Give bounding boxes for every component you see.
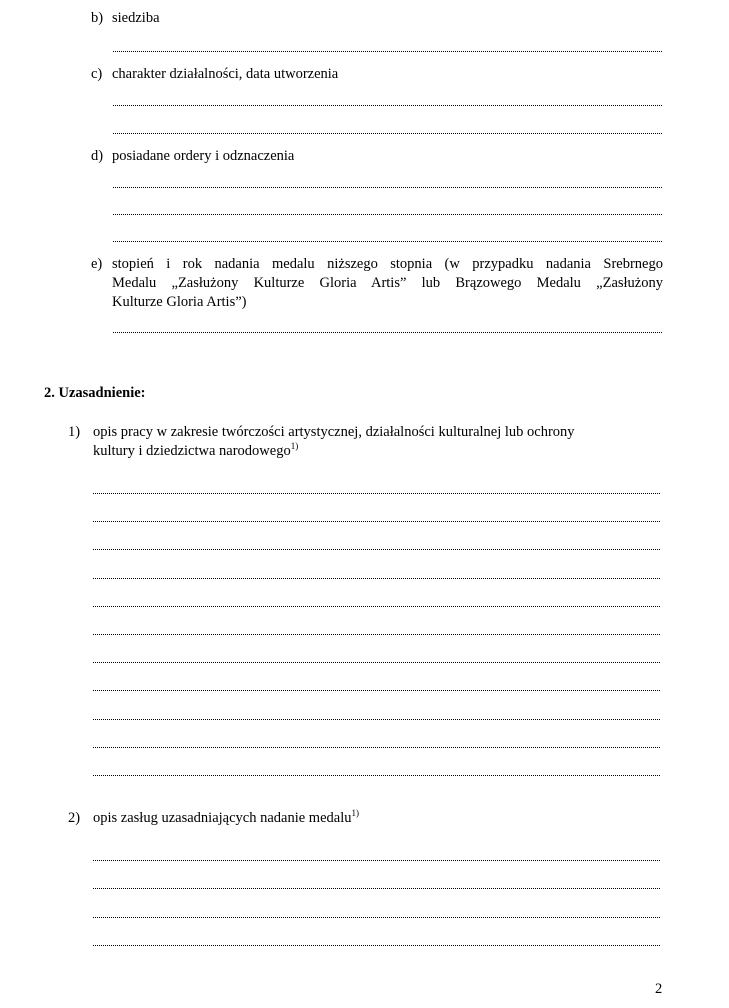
sub-1-footnote-marker: 1) <box>290 441 299 452</box>
item-e-fill-line-1[interactable] <box>113 332 662 333</box>
sub-2-fill-line-3[interactable] <box>93 917 660 918</box>
sub-1-fill-line-10[interactable] <box>93 747 660 748</box>
item-c-fill-line-2[interactable] <box>113 133 662 134</box>
sub-1-fill-line-3[interactable] <box>93 549 660 550</box>
item-c-fill-line-1[interactable] <box>113 105 662 106</box>
sub-1-fill-line-7[interactable] <box>93 662 660 663</box>
sub-2-label-text: opis zasług uzasadniających nadanie medalu <box>93 810 352 826</box>
sub-1-fill-line-9[interactable] <box>93 719 660 720</box>
page-number: 2 <box>655 981 663 997</box>
sub-2-number: 2) <box>68 810 81 826</box>
item-c-letter: c) <box>91 66 103 82</box>
sub-2-label <box>93 810 359 827</box>
item-e-letter: e) <box>91 256 103 272</box>
sub-1-fill-line-5[interactable] <box>93 606 660 607</box>
sub-1-fill-line-8[interactable] <box>93 690 660 691</box>
sub-1-fill-line-4[interactable] <box>93 578 660 579</box>
item-d-fill-line-3[interactable] <box>113 241 662 242</box>
section-2-heading: 2. Uzasadnienie: <box>44 385 146 401</box>
item-d-letter: d) <box>91 148 104 164</box>
item-b-label: siedziba <box>112 10 160 26</box>
item-e-label-line-1: stopień i rok nadania medalu niższego stopnia (w przypadku nadania Srebrnego <box>112 256 663 272</box>
item-e-label-line-3: Kulturze Gloria Artis”) <box>112 294 247 310</box>
item-b-letter: b) <box>91 10 104 26</box>
sub-2-footnote-marker: 1) <box>351 808 359 819</box>
sub-1-fill-line-6[interactable] <box>93 634 660 635</box>
sub-1-fill-line-11[interactable] <box>93 775 660 776</box>
item-e-label-line-2: Medalu „Zasłużony Kulturze Gloria Artis” lub Brązowego Medalu „Zasłużony <box>112 275 663 291</box>
sub-1-fill-line-1[interactable] <box>93 493 660 494</box>
sub-2-fill-line-2[interactable] <box>93 888 660 889</box>
sub-1-number: 1) <box>68 424 81 440</box>
item-d-fill-line-2[interactable] <box>113 214 662 215</box>
sub-1-label-line-2 <box>93 443 298 460</box>
item-b-fill-line-1[interactable] <box>113 51 662 52</box>
item-d-label: posiadane ordery i odznaczenia <box>112 148 295 164</box>
sub-1-label-line-1: opis pracy w zakresie twórczości artystycznej, działalności kulturalnej lub ochrony <box>93 424 575 440</box>
sub-2-fill-line-1[interactable] <box>93 860 660 861</box>
item-c-label: charakter działalności, data utworzenia <box>112 66 339 82</box>
sub-1-fill-line-2[interactable] <box>93 521 660 522</box>
sub-2-fill-line-4[interactable] <box>93 945 660 946</box>
sub-1-label-text: kultury i dziedzictwa narodowego <box>93 443 291 459</box>
item-d-fill-line-1[interactable] <box>113 187 662 188</box>
